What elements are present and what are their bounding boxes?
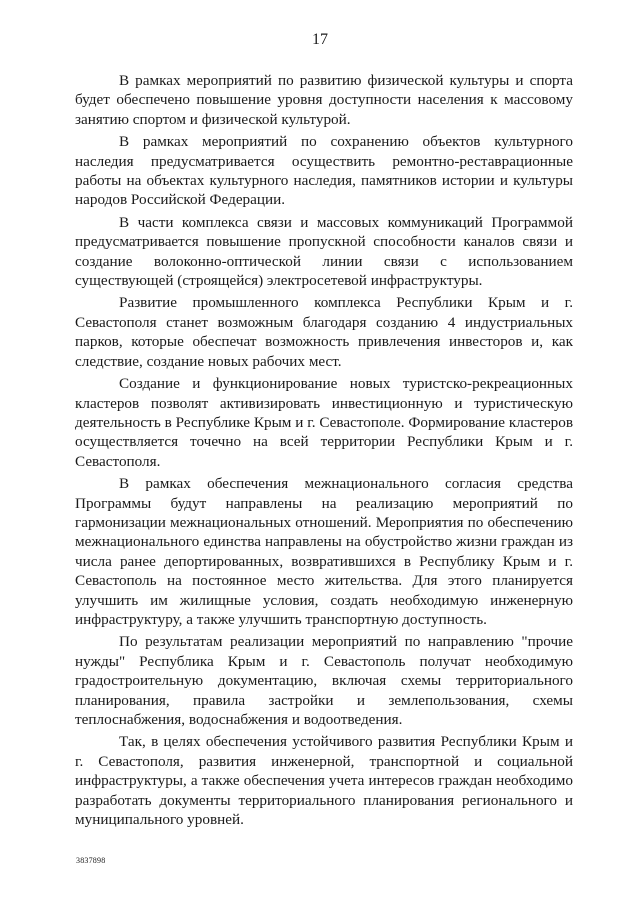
paragraph-cultural-heritage: В рамках мероприятий по сохранению объектов культурного наследия предусматривается осуществить ремонтно-реставрационные работы на объектах культурного наследия, памятников истории и культуры народов Российской Федерации. bbox=[75, 133, 573, 209]
document-code: 3837898 bbox=[76, 856, 106, 865]
paragraph-sustainable-development: Так, в целях обеспечения устойчивого развития Республики Крым и г. Севастополя, развития инженерной, транспортной и социальной инфраструктуры, а также обеспечения учета интересов граждан необходимо разработать документы территориального планирования регионального и муниципального уровней. bbox=[75, 733, 573, 829]
paragraph-physical-culture: В рамках мероприятий по развитию физической культуры и спорта будет обеспечено повышение уровня доступности населения к массовому занятию спортом и физической культурой. bbox=[75, 72, 573, 128]
page-number: 17 bbox=[312, 31, 328, 48]
paragraph-interethnic-harmony: В рамках обеспечения межнационального согласия средства Программы будут направлены на реализацию мероприятий по гармонизации межнациональных отношений. Мероприятия по обеспечению межнационального единства направлены на обустройство жизни граждан из числа ранее депортированных, возвратившихся в Республику Крым и г. Севастополь на постоянное место жительства. Для этого планируется улучшить им жилищные условия, создать необходимую инженерную инфраструктуру, а также улучшить транспортную доступность. bbox=[75, 475, 573, 628]
document-body bbox=[75, 71, 573, 832]
paragraph-other-needs: По результатам реализации мероприятий по направлению "прочие нужды" Республика Крым и г. Севастополь получат необходимую градостроительную документацию, включая схемы территориального планирования, правила застройки и землепользования, схемы теплоснабжения, водоснабжения и водоотведения. bbox=[75, 633, 573, 728]
paragraph-tourism-clusters: Создание и функционирование новых туристско-рекреационных кластеров позволят активизировать инвестиционную и туристическую деятельность в Республике Крым и г. Севастополе. Формирование кластеров осуществляется точечно на всей территории Республики Крым и г. Севастополя. bbox=[75, 375, 573, 470]
paragraph-communications: В части комплекса связи и массовых коммуникаций Программой предусматривается повышение пропускной способности каналов связи и создание волоконно-оптической линии связи с использованием существующей (строящейся) электросетевой инфраструктуры. bbox=[75, 213, 573, 290]
paragraph-industrial-complex: Развитие промышленного комплекса Республики Крым и г. Севастополя станет возможным благодаря созданию 4 индустриальных парков, которые обеспечат возможность привлечения инвесторов и, как следствие, создание новых рабочих мест. bbox=[75, 294, 573, 370]
